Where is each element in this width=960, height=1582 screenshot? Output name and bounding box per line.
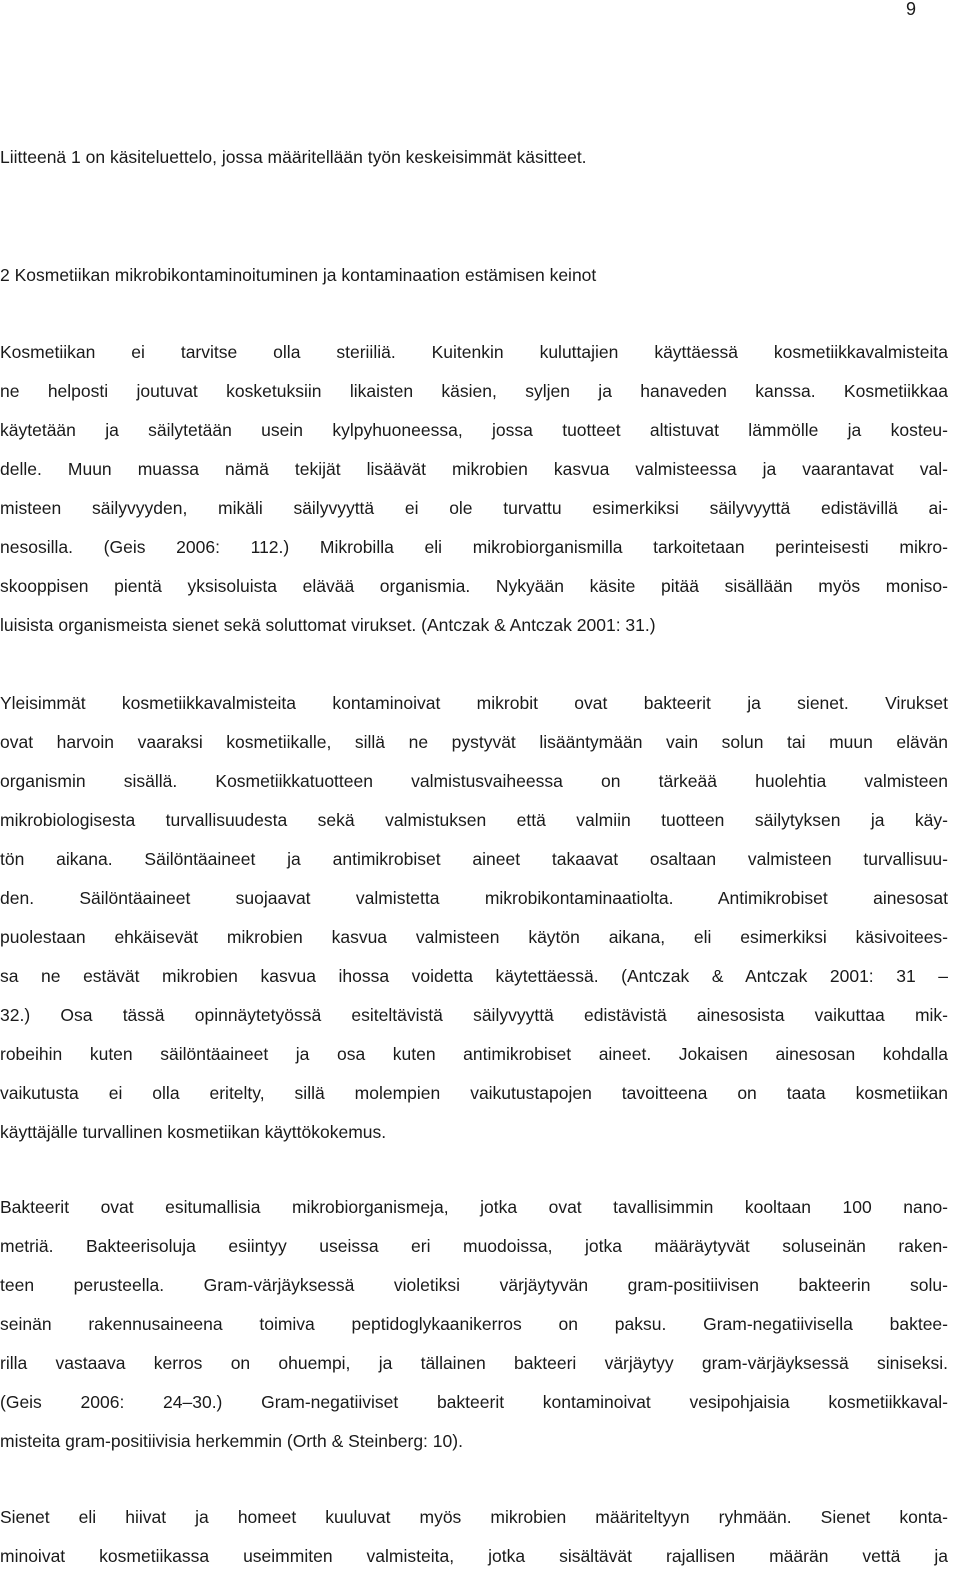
text-line: mikrobiologisesta turvallisuudesta sekä valmistuksen että valmiin tuotteen säilytyksen ja käy- (0, 810, 948, 830)
paragraph-4 (0, 1504, 948, 1582)
text-line: vaikutusta ei olla eritelty, sillä molempien vaikutustapojen tavoitteena on taata kosmetiikan (0, 1083, 948, 1103)
paragraph-1 (0, 339, 948, 651)
intro-paragraph (0, 144, 948, 183)
text-line: den. Säilöntäaineet suojaavat valmistetta mikrobikontaminaatiolta. Antimikrobiset ainesosat (0, 888, 948, 908)
paragraph-3 (0, 1194, 948, 1467)
text-line: seinän rakennusaineena toimiva peptidoglykaanikerros on paksu. Gram-negatiivisella baktee- (0, 1314, 948, 1334)
text-line: misteita gram-positiivisia herkemmin (Orth & Steinberg: 10). (0, 1431, 463, 1451)
text-line: robeihin kuten säilöntäaineet ja osa kuten antimikrobiset aineet. Jokaisen ainesosan kohdalla (0, 1044, 948, 1064)
page-number: 9 (905, 0, 916, 19)
text-line: luisista organismeista sienet sekä soluttomat virukset. (Antczak & Antczak 2001: 31.) (0, 615, 656, 635)
text-line: rilla vastaava kerros on ohuempi, ja tällainen bakteeri värjäytyy gram-värjäyksessä siniseksi. (0, 1353, 948, 1373)
text-line: Bakteerit ovat esitumallisia mikrobiorganismeja, jotka ovat tavallisimmin kooltaan 100 nano- (0, 1197, 948, 1217)
text-line: tön aikana. Säilöntäaineet ja antimikrobiset aineet takaavat osaltaan valmisteen turvallisuu- (0, 849, 948, 869)
text-line: Yleisimmät kosmetiikkavalmisteita kontaminoivat mikrobit ovat bakteerit ja sienet. Virukset (0, 693, 948, 713)
text-line: skooppisen pientä yksisoluista elävää organismia. Nykyään käsite pitää sisällään myös moniso- (0, 576, 948, 596)
text-line: organismin sisällä. Kosmetiikkatuotteen valmistusvaiheessa on tärkeää huolehtia valmisteen (0, 771, 948, 791)
text-line: metriä. Bakteerisoluja esiintyy useissa eri muodoissa, jotka määräytyvät soluseinän raken- (0, 1236, 948, 1256)
section-heading: 2 Kosmetiikan mikrobikontaminoituminen ja kontaminaation estämisen keinot (0, 265, 597, 285)
text-line: Kosmetiikan ei tarvitse olla steriiliä. Kuitenkin kuluttajien käyttäessä kosmetiikkavalmisteita (0, 342, 948, 362)
text-line: Sienet eli hiivat ja homeet kuuluvat myös mikrobien määriteltyyn ryhmään. Sienet konta- (0, 1507, 948, 1527)
text-line: teen perusteella. Gram-värjäyksessä violetiksi värjäytyvän gram-positiivisen bakteerin solu- (0, 1275, 948, 1295)
text-line: käytetään ja säilytetään usein kylpyhuoneessa, jossa tuotteet altistuvat lämmölle ja kosteu- (0, 420, 948, 440)
paragraph-2 (0, 690, 948, 1158)
text-line: (Geis 2006: 24–30.) Gram-negatiiviset bakteerit kontaminoivat vesipohjaisia kosmetiikkaval- (0, 1392, 948, 1412)
text-line: nesosilla. (Geis 2006: 112.) Mikrobilla eli mikrobiorganismilla tarkoitetaan perinteisesti mikro- (0, 537, 948, 557)
text-line: 32.) Osa tässä opinnäytetyössä esiteltävistä säilyvyyttä edistävistä ainesosista vaikuttaa mik- (0, 1005, 948, 1025)
text-line: ovat harvoin vaaraksi kosmetiikalle, sillä ne pystyvät lisääntymään vain solun tai muun elävän (0, 732, 948, 752)
text-line: käyttäjälle turvallinen kosmetiikan käyttökokemus. (0, 1122, 387, 1142)
text-line: puolestaan ehkäisevät mikrobien kasvua valmisteen käytön aikana, eli esimerkiksi käsivoitees- (0, 927, 948, 947)
text-line: ne helposti joutuvat kosketuksiin likaisten käsien, syljen ja hanaveden kanssa. Kosmetiikkaa (0, 381, 948, 401)
text-line: delle. Muun muassa nämä tekijät lisäävät mikrobien kasvua valmisteessa ja vaarantavat val- (0, 459, 948, 479)
text-line: misteen säilyvyyden, mikäli säilyvyyttä ei ole turvattu esimerkiksi säilyvyyttä edistävillä ai- (0, 498, 948, 518)
text-line: Liitteenä 1 on käsiteluettelo, jossa määritellään työn keskeisimmät käsitteet. (0, 147, 587, 167)
section-heading-block (0, 262, 948, 301)
text-line: sa ne estävät mikrobien kasvua ihossa voidetta käytettäessä. (Antczak & Antczak 2001: 31 – (0, 966, 948, 986)
text-line: minoivat kosmetiikassa useimmiten valmisteita, jotka sisältävät rajallisen määrän vettä ja (0, 1546, 948, 1566)
